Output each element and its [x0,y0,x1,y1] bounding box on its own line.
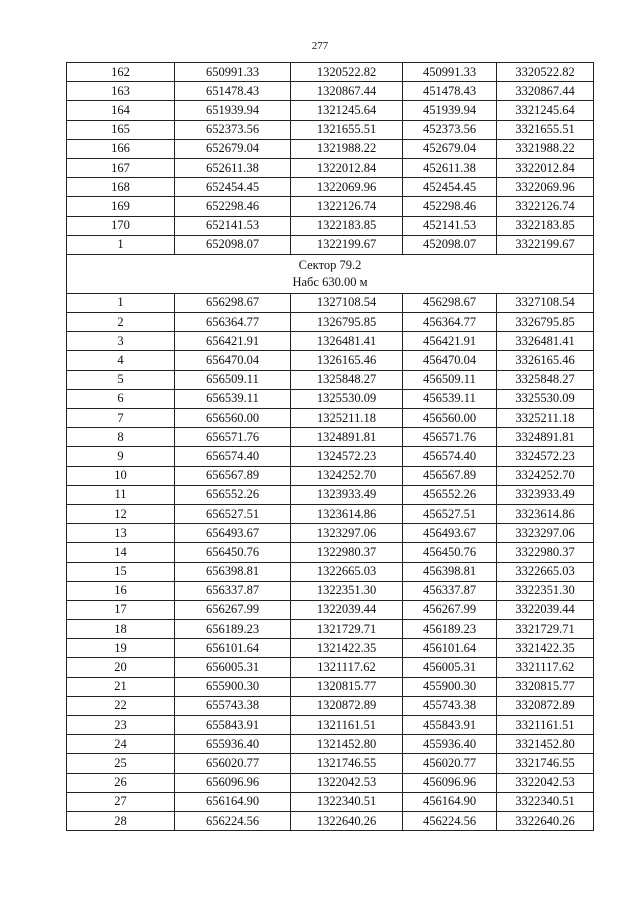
coordinate-cell: 456574.40 [403,447,497,466]
sector-header-row [67,254,594,293]
coordinate-cell: 456337.87 [403,581,497,600]
coordinate-cell: 1322199.67 [291,235,403,254]
point-number-cell: 168 [67,178,175,197]
coordinate-cell: 3321422.35 [497,639,594,658]
coordinate-cell: 1322640.26 [291,811,403,830]
coordinate-cell: 1322665.03 [291,562,403,581]
table-row [67,620,594,639]
coordinate-cell: 3322012.84 [497,158,594,177]
table-row [67,677,594,696]
coordinate-cell: 455900.30 [403,677,497,696]
coordinate-cell: 3320872.89 [497,696,594,715]
coordinate-cell: 456421.91 [403,332,497,351]
coordinate-cell: 452141.53 [403,216,497,235]
table-row [67,696,594,715]
table-row [67,811,594,830]
coordinate-cell: 3321452.80 [497,735,594,754]
point-number-cell: 13 [67,524,175,543]
point-number-cell: 1 [67,235,175,254]
coordinate-cell: 1320815.77 [291,677,403,696]
coordinate-cell: 1321422.35 [291,639,403,658]
coordinate-cell: 656398.81 [175,562,291,581]
point-number-cell: 17 [67,600,175,619]
point-number-cell: 164 [67,101,175,120]
coordinate-cell: 656509.11 [175,370,291,389]
coordinate-cell: 451939.94 [403,101,497,120]
coordinate-cell: 452679.04 [403,139,497,158]
coordinate-cell: 652679.04 [175,139,291,158]
point-number-cell: 165 [67,120,175,139]
coordinate-cell: 1322039.44 [291,600,403,619]
coordinate-cell: 656189.23 [175,620,291,639]
table-row [67,216,594,235]
table-row [67,389,594,408]
coordinate-cell: 656020.77 [175,754,291,773]
coordinate-cell: 655936.40 [175,735,291,754]
table-row [67,197,594,216]
table-row [67,158,594,177]
coordinate-cell: 456571.76 [403,428,497,447]
coordinate-cell: 656101.64 [175,639,291,658]
coordinate-cell: 450991.33 [403,63,497,82]
table-row [67,101,594,120]
table-row [67,293,594,312]
coordinate-cell: 655843.91 [175,716,291,735]
coordinate-cell: 1323614.86 [291,504,403,523]
coordinate-cell: 656096.96 [175,773,291,792]
coordinate-cell: 3327108.54 [497,293,594,312]
coordinate-cell: 3326165.46 [497,351,594,370]
point-number-cell: 4 [67,351,175,370]
table-row [67,313,594,332]
coordinate-cell: 656574.40 [175,447,291,466]
coordinate-cell: 3321988.22 [497,139,594,158]
point-number-cell: 21 [67,677,175,696]
coordinates-table [66,62,594,831]
coordinate-cell: 452298.46 [403,197,497,216]
coordinate-cell: 656005.31 [175,658,291,677]
point-number-cell: 22 [67,696,175,715]
coordinate-cell: 3321245.64 [497,101,594,120]
point-number-cell: 5 [67,370,175,389]
table-row [67,466,594,485]
coordinate-cell: 1321988.22 [291,139,403,158]
coordinate-cell: 3322199.67 [497,235,594,254]
coordinate-cell: 1321655.51 [291,120,403,139]
coordinate-cell: 656164.90 [175,792,291,811]
coordinate-cell: 3322980.37 [497,543,594,562]
coordinate-cell: 3320522.82 [497,63,594,82]
coordinate-cell: 1322126.74 [291,197,403,216]
page-number: 277 [311,40,329,52]
point-number-cell: 7 [67,409,175,428]
coordinate-cell: 3321746.55 [497,754,594,773]
table-row [67,235,594,254]
coordinate-cell: 1322069.96 [291,178,403,197]
point-number-cell: 16 [67,581,175,600]
coordinate-cell: 656267.99 [175,600,291,619]
coordinate-cell: 3322340.51 [497,792,594,811]
coordinate-cell: 1322012.84 [291,158,403,177]
table-row [67,639,594,658]
coordinate-cell: 655900.30 [175,677,291,696]
point-number-cell: 11 [67,485,175,504]
coordinate-cell: 656571.76 [175,428,291,447]
coordinate-cell: 3322665.03 [497,562,594,581]
point-number-cell: 2 [67,313,175,332]
coordinate-cell: 452373.56 [403,120,497,139]
coordinate-cell: 3323933.49 [497,485,594,504]
sector-title: Сектор 79.2 [298,257,362,272]
coordinate-cell: 3320815.77 [497,677,594,696]
coordinate-cell: 651939.94 [175,101,291,120]
coordinate-cell: 3324572.23 [497,447,594,466]
point-number-cell: 20 [67,658,175,677]
coordinate-cell: 656337.87 [175,581,291,600]
coordinate-cell: 656364.77 [175,313,291,332]
coordinate-cell: 452098.07 [403,235,497,254]
coordinate-cell: 456101.64 [403,639,497,658]
point-number-cell: 1 [67,293,175,312]
sector-subtitle: Набс 630.00 м [292,274,368,289]
table-row [67,120,594,139]
coordinate-cell: 455843.91 [403,716,497,735]
coordinate-cell: 456224.56 [403,811,497,830]
coordinate-cell: 1322980.37 [291,543,403,562]
coordinate-cell: 1322351.30 [291,581,403,600]
coordinate-cell: 656567.89 [175,466,291,485]
coordinate-cell: 1322183.85 [291,216,403,235]
coordinate-cell: 456539.11 [403,389,497,408]
table-row [67,735,594,754]
table-row [67,82,594,101]
table-row [67,485,594,504]
coordinate-cell: 456267.99 [403,600,497,619]
point-number-cell: 10 [67,466,175,485]
table-row [67,504,594,523]
coordinate-cell: 1324572.23 [291,447,403,466]
table-row [67,409,594,428]
table-row [67,428,594,447]
coordinate-cell: 652373.56 [175,120,291,139]
coordinate-cell: 656493.67 [175,524,291,543]
rows-before-sector [67,63,594,255]
coordinate-cell: 1321245.64 [291,101,403,120]
coordinate-cell: 456552.26 [403,485,497,504]
point-number-cell: 162 [67,63,175,82]
coordinate-cell: 3323614.86 [497,504,594,523]
table-row [67,370,594,389]
point-number-cell: 19 [67,639,175,658]
coordinate-cell: 3322039.44 [497,600,594,619]
table-row [67,524,594,543]
coordinate-cell: 1326481.41 [291,332,403,351]
coordinate-cell: 656421.91 [175,332,291,351]
coordinate-cell: 456020.77 [403,754,497,773]
coordinate-cell: 1320867.44 [291,82,403,101]
coordinate-cell: 652098.07 [175,235,291,254]
coordinate-cell: 656470.04 [175,351,291,370]
point-number-cell: 18 [67,620,175,639]
coordinate-cell: 1326795.85 [291,313,403,332]
coordinate-cell: 3322042.53 [497,773,594,792]
table-row [67,716,594,735]
coordinate-cell: 455936.40 [403,735,497,754]
coordinate-cell: 1327108.54 [291,293,403,312]
table-row [67,658,594,677]
coordinate-cell: 3323297.06 [497,524,594,543]
coordinate-cell: 3326481.41 [497,332,594,351]
point-number-cell: 24 [67,735,175,754]
coordinate-cell: 652141.53 [175,216,291,235]
coordinate-cell: 656539.11 [175,389,291,408]
coordinate-cell: 3325530.09 [497,389,594,408]
coordinate-cell: 452454.45 [403,178,497,197]
coordinate-cell: 3322640.26 [497,811,594,830]
coordinate-cell: 456527.51 [403,504,497,523]
coordinate-cell: 651478.43 [175,82,291,101]
coordinate-cell: 656298.67 [175,293,291,312]
point-number-cell: 3 [67,332,175,351]
coordinate-cell: 1325530.09 [291,389,403,408]
table-row [67,63,594,82]
rows-after-sector [67,293,594,830]
coordinate-cell: 1320522.82 [291,63,403,82]
coordinate-cell: 656450.76 [175,543,291,562]
coordinate-cell: 452611.38 [403,158,497,177]
coordinate-cell: 656224.56 [175,811,291,830]
coordinate-cell: 1326165.46 [291,351,403,370]
coordinate-cell: 1324252.70 [291,466,403,485]
sector-header [67,254,594,293]
coordinate-cell: 650991.33 [175,63,291,82]
table-row [67,178,594,197]
coordinate-cell: 456567.89 [403,466,497,485]
coordinate-cell: 1321729.71 [291,620,403,639]
coordinate-cell: 652298.46 [175,197,291,216]
table-row [67,773,594,792]
coordinate-cell: 1323933.49 [291,485,403,504]
coordinate-cell: 456560.00 [403,409,497,428]
table-row [67,600,594,619]
coordinate-cell: 655743.38 [175,696,291,715]
coordinate-cell: 652454.45 [175,178,291,197]
table-row [67,332,594,351]
coordinate-cell: 1322042.53 [291,773,403,792]
point-number-cell: 8 [67,428,175,447]
coordinate-cell: 3321117.62 [497,658,594,677]
coordinate-cell: 456509.11 [403,370,497,389]
coordinate-cell: 3322183.85 [497,216,594,235]
coordinate-cell: 3321655.51 [497,120,594,139]
point-number-cell: 26 [67,773,175,792]
coordinate-cell: 456470.04 [403,351,497,370]
coordinate-cell: 3320867.44 [497,82,594,101]
coordinate-cell: 1320872.89 [291,696,403,715]
coordinate-cell: 3325848.27 [497,370,594,389]
table-row [67,139,594,158]
point-number-cell: 23 [67,716,175,735]
coordinate-cell: 1321161.51 [291,716,403,735]
point-number-cell: 6 [67,389,175,408]
table-row [67,754,594,773]
coordinate-cell: 3326795.85 [497,313,594,332]
table-row [67,447,594,466]
table-row [67,792,594,811]
table-row [67,351,594,370]
coordinate-cell: 1321746.55 [291,754,403,773]
point-number-cell: 12 [67,504,175,523]
coordinate-cell: 456189.23 [403,620,497,639]
point-number-cell: 14 [67,543,175,562]
coordinate-cell: 656527.51 [175,504,291,523]
coordinate-cell: 3322126.74 [497,197,594,216]
table-row [67,562,594,581]
point-number-cell: 167 [67,158,175,177]
coordinate-cell: 456096.96 [403,773,497,792]
coordinate-cell: 652611.38 [175,158,291,177]
coordinate-cell: 3324252.70 [497,466,594,485]
coordinate-cell: 456364.77 [403,313,497,332]
coordinate-cell: 1321117.62 [291,658,403,677]
coordinate-cell: 456005.31 [403,658,497,677]
coordinate-cell: 1321452.80 [291,735,403,754]
coordinate-cell: 3321729.71 [497,620,594,639]
point-number-cell: 9 [67,447,175,466]
coordinate-cell: 456164.90 [403,792,497,811]
point-number-cell: 169 [67,197,175,216]
coordinate-cell: 1322340.51 [291,792,403,811]
coordinate-cell: 1323297.06 [291,524,403,543]
sector-cell [67,254,594,293]
coordinate-cell: 1324891.81 [291,428,403,447]
point-number-cell: 170 [67,216,175,235]
point-number-cell: 166 [67,139,175,158]
table-row [67,581,594,600]
coordinate-cell: 451478.43 [403,82,497,101]
point-number-cell: 28 [67,811,175,830]
point-number-cell: 25 [67,754,175,773]
coordinate-cell: 3324891.81 [497,428,594,447]
coordinate-cell: 1325848.27 [291,370,403,389]
coordinate-cell: 656560.00 [175,409,291,428]
point-number-cell: 163 [67,82,175,101]
coordinate-cell: 3322069.96 [497,178,594,197]
coordinate-cell: 1325211.18 [291,409,403,428]
table-row [67,543,594,562]
coordinate-cell: 3322351.30 [497,581,594,600]
coordinate-cell: 456493.67 [403,524,497,543]
coordinate-cell: 455743.38 [403,696,497,715]
coordinate-cell: 456450.76 [403,543,497,562]
point-number-cell: 27 [67,792,175,811]
coordinate-cell: 656552.26 [175,485,291,504]
point-number-cell: 15 [67,562,175,581]
coordinate-cell: 456298.67 [403,293,497,312]
coordinate-cell: 3321161.51 [497,716,594,735]
coordinate-cell: 456398.81 [403,562,497,581]
coordinate-cell: 3325211.18 [497,409,594,428]
